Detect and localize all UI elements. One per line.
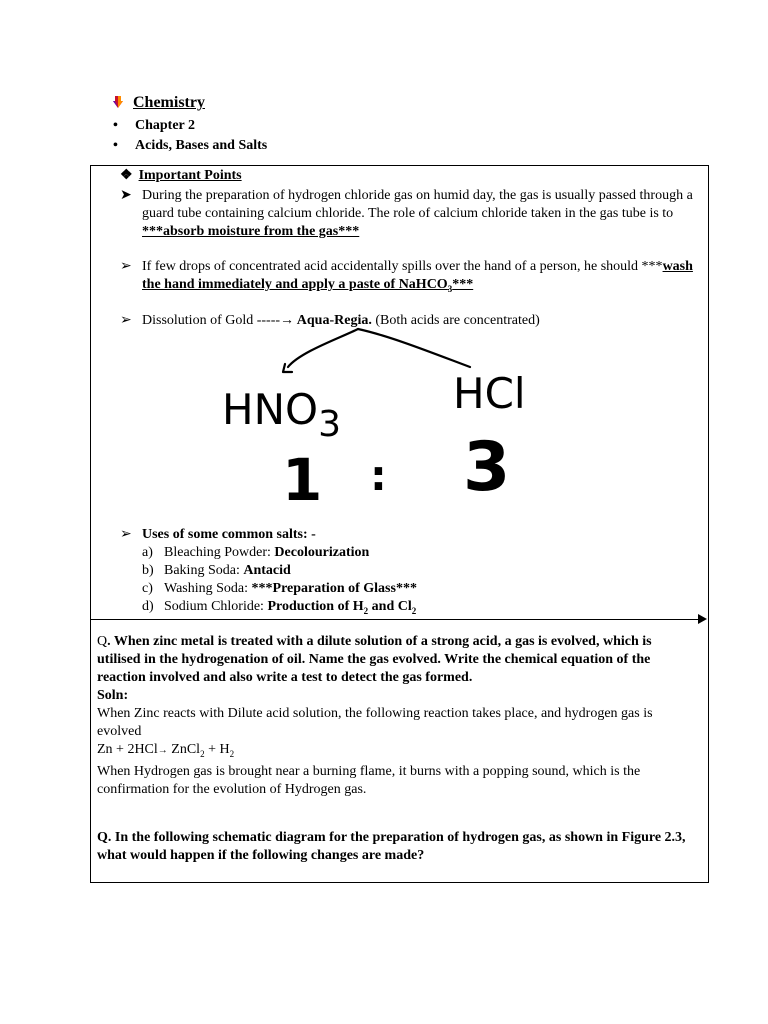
left-branch-line bbox=[288, 329, 358, 367]
solution-text-2: When Hydrogen gas is brought near a burning flame, it burns with a popping sound, which is the confirmation for the evolution of Hydrogen gas. bbox=[97, 763, 641, 797]
important-points-heading: ❖ Important Points bbox=[120, 168, 242, 183]
list-item: b) Baking Soda: Antacid bbox=[142, 563, 291, 578]
list-item: d) Sodium Chloride: Production of $H_2$ and $Cl_2$ bbox=[142, 599, 417, 616]
solution-label: Soln: bbox=[97, 688, 129, 703]
salt-uses-section bbox=[120, 526, 700, 620]
ratio-left-value: 1 bbox=[282, 446, 323, 514]
hno3-handwriting: HNO3 bbox=[222, 385, 341, 445]
arrow-bullet-icon: ➢ bbox=[120, 313, 132, 328]
salt-uses-heading: ➢ Uses of some common salts: - bbox=[120, 527, 316, 542]
solution-text-1: When Zinc reacts with Dilute acid solution, the following reaction takes place, and hydrogen gas is evolved bbox=[97, 706, 653, 739]
question-2: Q. In the following schematic diagram for the preparation of hydrogen gas, as shown in Figure 2.3, what would happen if the following changes are made? bbox=[97, 830, 686, 863]
point-aqua-regia: ➢ Dissolution of Gold -----→ Aqua-Regia. (Both acids are concentrated) bbox=[120, 313, 540, 328]
question-1 bbox=[97, 633, 697, 799]
reaction-arrow-icon: → bbox=[157, 745, 168, 756]
point-acid-spill: ➢ If few drops of concentrated acid accidentally spills over the hand of a person, he should ***wash the hand immediately and apply a paste of NaHCO$_3$*** bbox=[120, 259, 693, 294]
right-branch-line bbox=[358, 329, 470, 367]
list-item: a) Bleaching Powder: Decolourization bbox=[142, 545, 370, 560]
list-item: c) Washing Soda: ***Preparation of Glass*** bbox=[142, 581, 417, 596]
ratio-separator: : bbox=[370, 451, 387, 500]
point-calcium-chloride: ➤ During the preparation of hydrogen chloride gas on humid day, the gas is usually passed through a guard tube containing calcium chloride. The role of calcium chloride taken in the gas tube is to ***absorb moisture from the gas*** bbox=[120, 188, 693, 239]
right-arrow-icon: → bbox=[280, 313, 295, 328]
arrow-bullet-icon: ➢ bbox=[120, 527, 132, 542]
question-1-text: Q. When zinc metal is treated with a dilute solution of a strong acid, a gas is evolved, which is utilised in the hydrogenation of oil. Name the gas evolved. Write the chemical equation of the reaction involved and also write a test to detect the gas formed. bbox=[97, 634, 652, 685]
list-item: • Acids, Bases and Salts bbox=[113, 138, 268, 153]
list-item: • Chapter 2 bbox=[113, 118, 196, 133]
subject-text: Chemistry bbox=[133, 94, 205, 111]
ratio-right-value: 3 bbox=[463, 428, 511, 507]
diamond-bullet-icon: ❖ bbox=[120, 168, 133, 183]
arrow-bullet-icon: ➤ bbox=[120, 188, 132, 203]
chemical-equation: Zn + 2HCl→ ZnCl$_2$ + $H_2$ bbox=[97, 742, 235, 759]
arrow-bullet-icon: ➢ bbox=[120, 259, 132, 274]
hcl-handwriting: HCl bbox=[453, 369, 526, 418]
